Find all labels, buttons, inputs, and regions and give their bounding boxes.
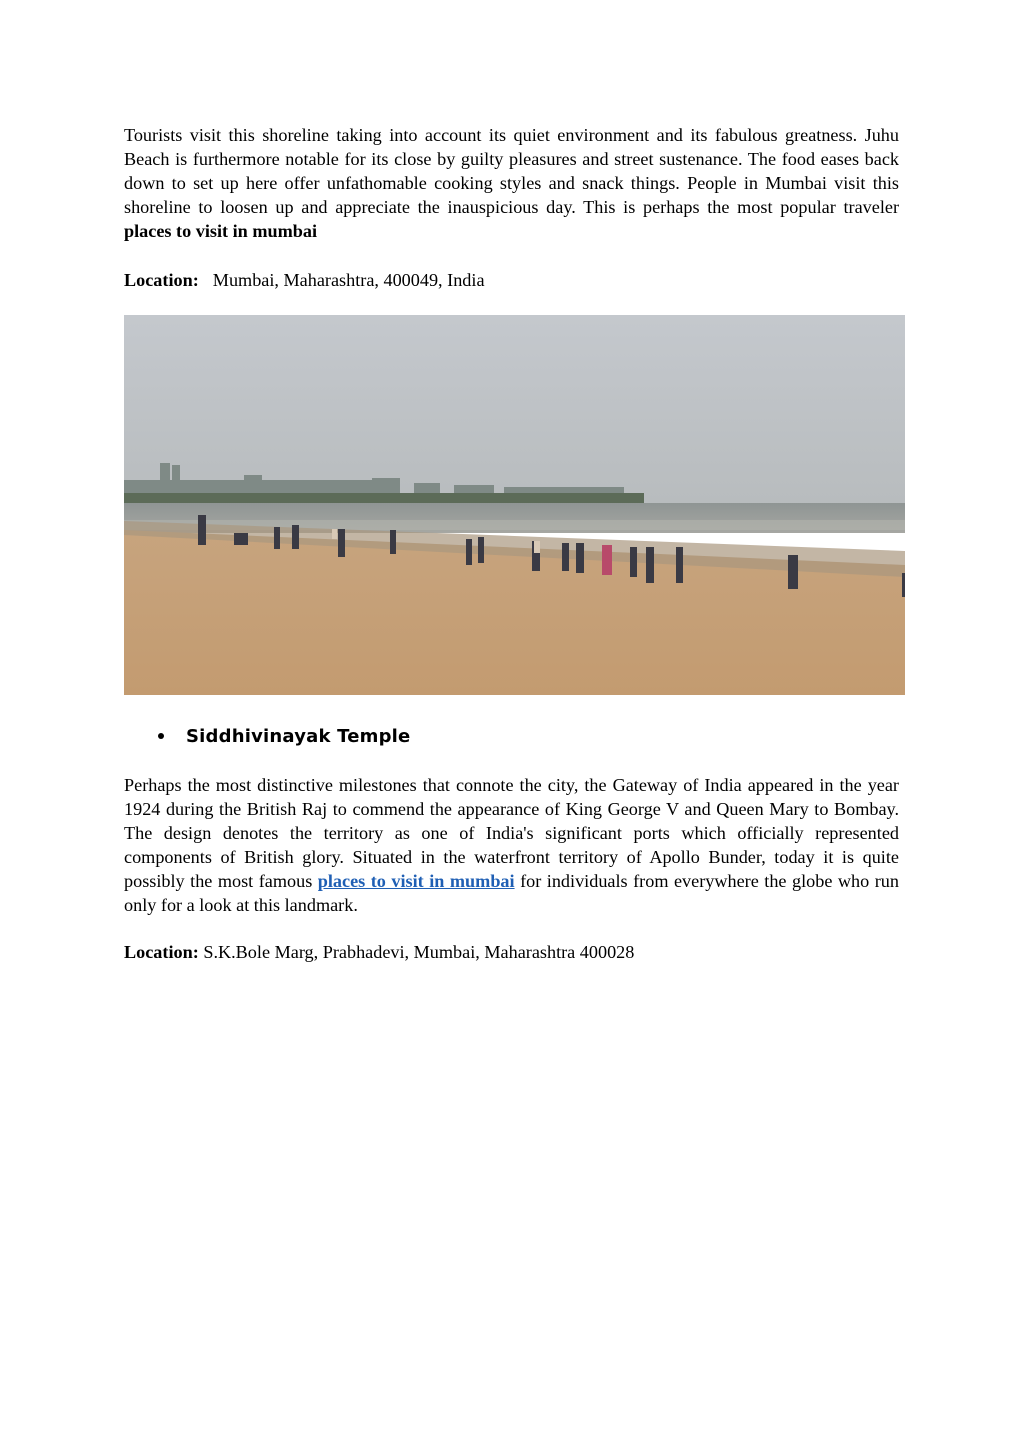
location-line-2 bbox=[124, 940, 634, 964]
section-heading-row bbox=[124, 723, 410, 749]
temple-paragraph-text: Perhaps the most distinctive milestones that connote the city, the Gateway of India appeared in the year 1924 during the British Raj to commend the appearance of King George V and Queen Mary to Bombay. The design denotes the territory as one of India's significant ports which officially represented components of British glory. Situated in the waterfront territory of Apollo Bunder, today it is quite possibly the most famous bbox=[124, 775, 899, 891]
document-page bbox=[124, 123, 899, 962]
location-line-1 bbox=[124, 268, 485, 292]
intro-paragraph-text: Tourists visit this shoreline taking into account its quiet environment and its fabulous greatness. Juhu Beach is furthermore notable for its close by guilty pleasures and street sustenance. The food eases back down to set up here offer unfathomable cooking styles and snack things. People in Mumbai visit this shoreline to loosen up and appreciate the inauspicious day. This is perhaps the most popular traveler bbox=[124, 125, 899, 217]
temple-paragraph bbox=[124, 773, 899, 917]
location-value-2: S.K.Bole Marg, Prabhadevi, Mumbai, Maharashtra 400028 bbox=[198, 942, 635, 962]
section-heading: Siddhivinayak Temple bbox=[186, 725, 411, 747]
location-value-1: Mumbai, Maharashtra, 400049, India bbox=[212, 270, 485, 290]
intro-paragraph-bold: places to visit in mumbai bbox=[124, 221, 318, 241]
location-label-2: Location: bbox=[124, 942, 199, 962]
intro-paragraph bbox=[124, 123, 899, 243]
beach-photo bbox=[124, 315, 905, 695]
location-label-1: Location: bbox=[124, 270, 199, 290]
places-link[interactable]: places to visit in mumbai bbox=[317, 871, 515, 891]
bullet-icon bbox=[158, 733, 164, 739]
temple-paragraph-tail: for individuals from everywhere the globe who run only for a look at this landmark. bbox=[124, 871, 899, 915]
